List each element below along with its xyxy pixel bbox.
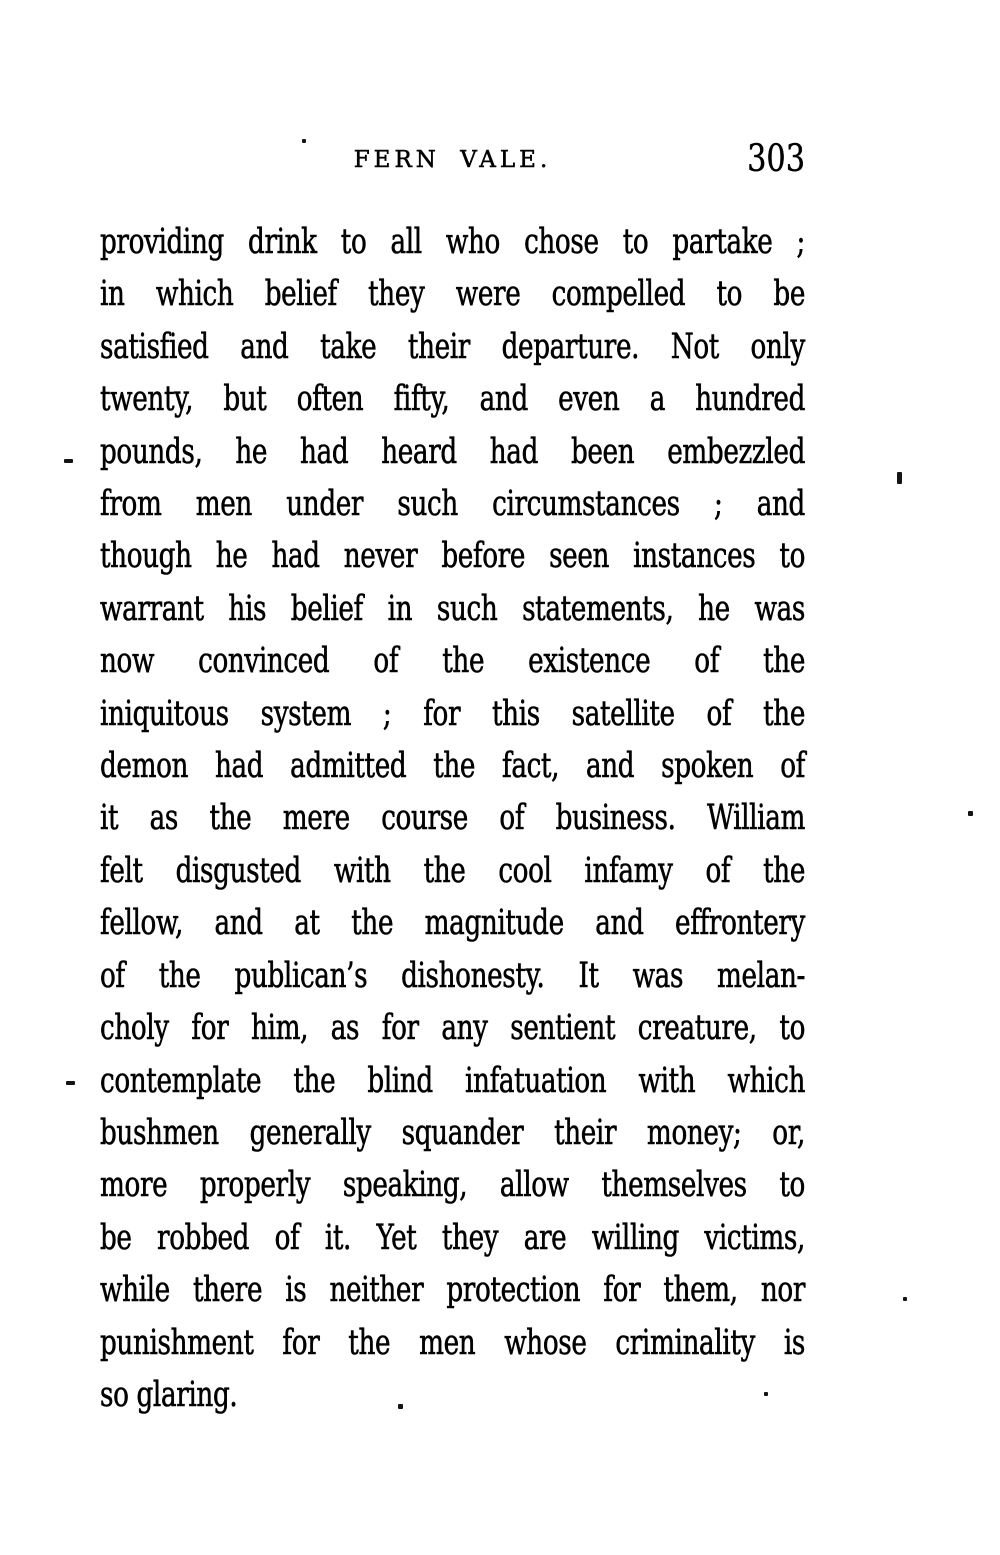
page-text xyxy=(100,216,805,1421)
text-line: while there is neither protection for them, nor xyxy=(100,1270,805,1311)
text-line: fellow, and at the magnitude and effrontery xyxy=(100,903,805,944)
page-number: 303 xyxy=(747,137,805,180)
text-line: felt disgusted with the cool infamy of the xyxy=(100,850,805,891)
text-line: iniquitous system ; for this satellite of the xyxy=(100,693,805,734)
text-line: pounds, he had heard had been embezzled xyxy=(100,431,805,472)
scan-speck xyxy=(764,1392,768,1396)
scan-speck xyxy=(968,811,973,816)
text-line: contemplate the blind infatuation with which xyxy=(100,1060,805,1101)
scan-speck xyxy=(302,139,306,143)
text-line: bushmen generally squander their money; or, xyxy=(100,1112,805,1153)
text-line: choly for him, as for any sentient creature, to xyxy=(100,1008,805,1049)
text-line: twenty, but often fifty, and even a hundred xyxy=(100,379,805,420)
text-line: warrant his belief in such statements, he was xyxy=(100,588,805,629)
scan-speck xyxy=(66,1081,75,1085)
text-line: of the publican’s dishonesty. It was melan- xyxy=(100,955,805,996)
text-line: it as the mere course of business. William xyxy=(100,798,805,839)
running-header-title: FERN VALE. xyxy=(353,147,552,173)
scan-speck xyxy=(897,472,902,484)
text-line: providing drink to all who chose to partake ; xyxy=(100,222,805,262)
scan-speck xyxy=(64,459,73,463)
scan-speck xyxy=(903,1297,907,1301)
text-line: though he had never before seen instances to xyxy=(100,536,805,577)
text-line: satisfied and take their departure. Not only xyxy=(100,326,805,367)
text-line: be robbed of it. Yet they are willing victims, xyxy=(100,1217,805,1258)
text-line: now convinced of the existence of the xyxy=(100,641,805,682)
text-line: punishment for the men whose criminality is xyxy=(100,1322,805,1363)
text-line: so glaring. xyxy=(100,1374,238,1415)
text-line: in which belief they were compelled to be xyxy=(100,274,805,315)
text-line: demon had admitted the fact, and spoken of xyxy=(100,746,805,787)
text-line: from men under such circumstances ; and xyxy=(100,484,805,525)
text-line: more properly speaking, allow themselves to xyxy=(100,1165,805,1206)
scan-speck xyxy=(398,1404,403,1409)
